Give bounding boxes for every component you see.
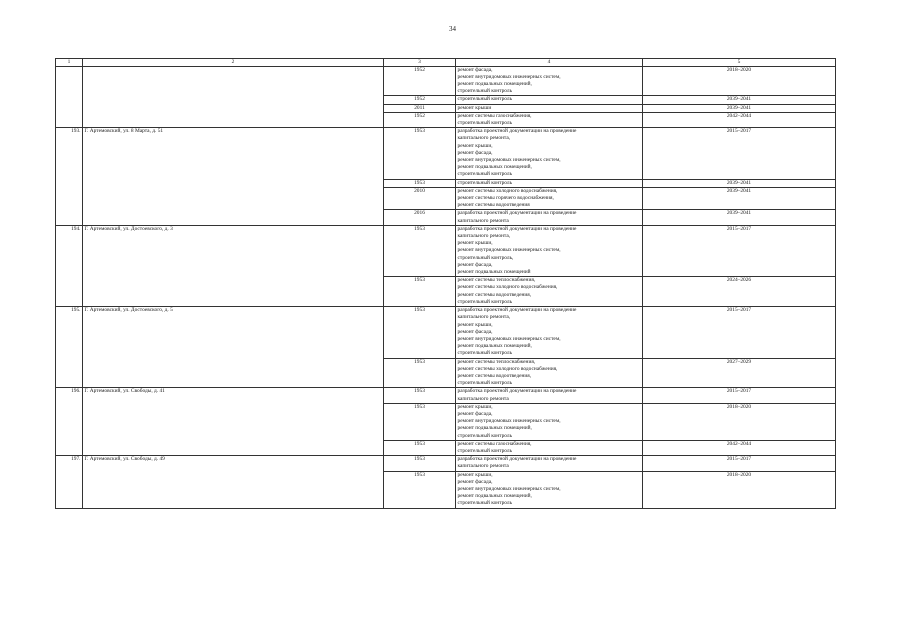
period-cell: 2015–2017 [643,388,836,403]
entry-number: 193. [56,128,83,226]
work-item: ремонт подвальных помещений, [457,343,532,350]
work-item: разработка проектной документации на проведение [457,307,577,314]
table-row [56,66,836,96]
work-item: разработка проектной документации на проведение [457,128,577,135]
works-cell [456,277,643,307]
year-cell: 1953 [384,456,456,471]
column-header-2: 2 [83,59,384,67]
work-item: капитального ремонта [457,395,509,402]
works-cell [456,187,643,210]
work-item: ремонт системы холодного водоснабжения, [457,365,558,372]
period-cell: 2024–2026 [643,277,836,307]
work-item: ремонт крыши, [457,321,493,328]
work-item: строительный контроль [457,380,513,387]
table-row [56,307,836,358]
year-cell: 2011 [384,104,456,112]
year-cell: 1952 [384,112,456,127]
period-cell: 2018–2020 [643,403,836,440]
year-cell: 2016 [384,210,456,225]
work-item: ремонт подвальных помещений, [457,493,532,500]
work-item: строительный контроль [457,88,513,95]
year-cell: 1952 [384,96,456,104]
works-cell [456,307,643,358]
building-address: Г. Артемовский, ул. 8 Марта, д. 51 [83,128,384,226]
work-item: ремонт подвальных помещений, [457,81,532,87]
works-cell [456,128,643,179]
period-cell: 2039–2041 [643,96,836,104]
work-item: ремонт фасада, [457,328,493,335]
works-cell [456,358,643,388]
table-row [56,456,836,471]
works-cell [456,104,643,112]
work-item: ремонт системы теплоснабжения, [457,358,536,365]
table-row [56,388,836,403]
work-item: ремонт фасада, [457,410,493,417]
work-item: ремонт внутридомовых инженерных систем, [457,485,561,492]
works-cell [456,471,643,508]
table-body [56,66,836,508]
year-cell: 1953 [384,358,456,388]
work-item: строительный контроль [457,350,513,357]
year-cell: 1953 [384,471,456,508]
work-item: ремонт системы водоотведения [457,202,530,209]
works-cell [456,179,643,187]
work-item: ремонт системы газоснабжения, [457,112,532,119]
works-cell [456,66,643,96]
period-cell: 2042–2044 [643,440,836,455]
work-item: ремонт подвальных помещений, [457,164,532,171]
building-address: Г. Артемовский, ул. Свободы, д. 49 [83,456,384,508]
table-row [56,128,836,179]
work-item: разработка проектной документации на проведение [457,456,577,463]
period-cell: 2042–2044 [643,112,836,127]
entry-number: 195. [56,307,83,388]
column-header-5: 5 [643,59,836,67]
building-address: Г. Артемовский, ул. Свободы, д. 41 [83,388,384,456]
work-item: ремонт внутридомовых инженерных систем, [457,335,561,342]
work-item: строительный контроль [457,447,513,454]
period-cell: 2039–2041 [643,210,836,225]
work-item: строительный контроль [457,500,513,507]
work-item: ремонт системы водоотведения, [457,291,532,298]
entry-number: 196. [56,388,83,456]
work-item: капитального ремонта [457,463,509,470]
works-cell [456,456,643,471]
repair-schedule-table [55,58,836,509]
works-cell [456,403,643,440]
building-address: Г. Артемовский, ул. Достоевского, д. 5 [83,307,384,388]
work-item: строительный контроль, [457,254,514,261]
work-item: разработка проектной документации на проведение [457,225,577,232]
work-item: ремонт крыши, [457,240,493,247]
work-item: ремонт внутридомовых инженерных систем, [457,73,561,80]
period-cell: 2039–2041 [643,104,836,112]
work-item: капитального ремонта [457,217,509,224]
work-item: ремонт системы водоотведения, [457,372,532,379]
work-item: капитального ремонта, [457,233,511,240]
page-number: 34 [449,25,456,33]
works-cell [456,112,643,127]
period-cell: 2015–2017 [643,128,836,179]
works-cell [456,225,643,276]
work-item: ремонт системы теплоснабжения, [457,277,536,284]
column-header-3: 3 [384,59,456,67]
works-cell [456,210,643,225]
year-cell: 1953 [384,403,456,440]
work-item: ремонт крыши, [457,403,493,410]
work-item: ремонт системы холодного водоснабжения, [457,284,558,291]
work-item: строительный контроль [457,96,513,103]
period-cell: 2027–2029 [643,358,836,388]
work-item: ремонт системы газоснабжения, [457,440,532,447]
period-cell: 2039–2041 [643,179,836,187]
work-item: капитального ремонта, [457,135,511,142]
year-cell: 1953 [384,128,456,179]
work-item: ремонт фасада, [457,261,493,268]
period-cell: 2015–2017 [643,456,836,471]
work-item: разработка проектной документации на проведение [457,210,577,217]
entry-number [56,66,83,128]
period-cell: 2039–2041 [643,187,836,210]
entry-number: 194. [56,225,83,306]
work-item: строительный контроль [457,298,513,305]
period-cell: 2015–2017 [643,225,836,276]
work-item: ремонт фасада, [457,149,493,156]
work-item: ремонт фасада, [457,478,493,485]
work-item: ремонт системы холодного водоснабжения, [457,187,558,194]
building-address [83,66,384,128]
work-item: ремонт внутридомовых инженерных систем, [457,247,561,254]
work-item: ремонт внутридомовых инженерных систем, [457,157,561,164]
table-header [56,59,836,67]
period-cell: 2015–2017 [643,307,836,358]
works-cell [456,388,643,403]
column-header-4: 4 [456,59,643,67]
work-item: ремонт крыши [457,104,492,111]
work-item: строительный контроль [457,179,513,186]
year-cell: 1953 [384,225,456,276]
building-address: Г. Артемовский, ул. Достоевского, д. 3 [83,225,384,306]
year-cell: 1953 [384,277,456,307]
work-item: строительный контроль [457,171,513,178]
year-cell: 1953 [384,388,456,403]
header-row [56,59,836,67]
period-cell: 2018–2020 [643,66,836,96]
entry-number: 197. [56,456,83,508]
work-item: ремонт системы горячего водоснабжения, [457,195,554,202]
work-item: ремонт внутридомовых инженерных систем, [457,418,561,425]
year-cell: 1953 [384,307,456,358]
column-header-1: 1 [56,59,83,67]
period-cell: 2018–2020 [643,471,836,508]
work-item: ремонт подвальных помещений, [457,425,532,432]
work-item: строительный контроль [457,432,513,439]
work-item: ремонт фасада, [457,66,493,73]
work-item: капитального ремонта, [457,314,511,321]
works-cell [456,440,643,455]
work-item: ремонт крыши, [457,142,493,149]
works-cell [456,96,643,104]
table-row [56,225,836,276]
year-cell: 1953 [384,179,456,187]
year-cell: 2010 [384,187,456,210]
work-item: строительный контроль [457,120,513,127]
work-item: ремонт подвальных помещений [457,269,531,276]
work-item: ремонт крыши, [457,471,493,478]
work-item: разработка проектной документации на проведение [457,388,577,395]
year-cell: 1953 [384,440,456,455]
year-cell: 1952 [384,66,456,96]
